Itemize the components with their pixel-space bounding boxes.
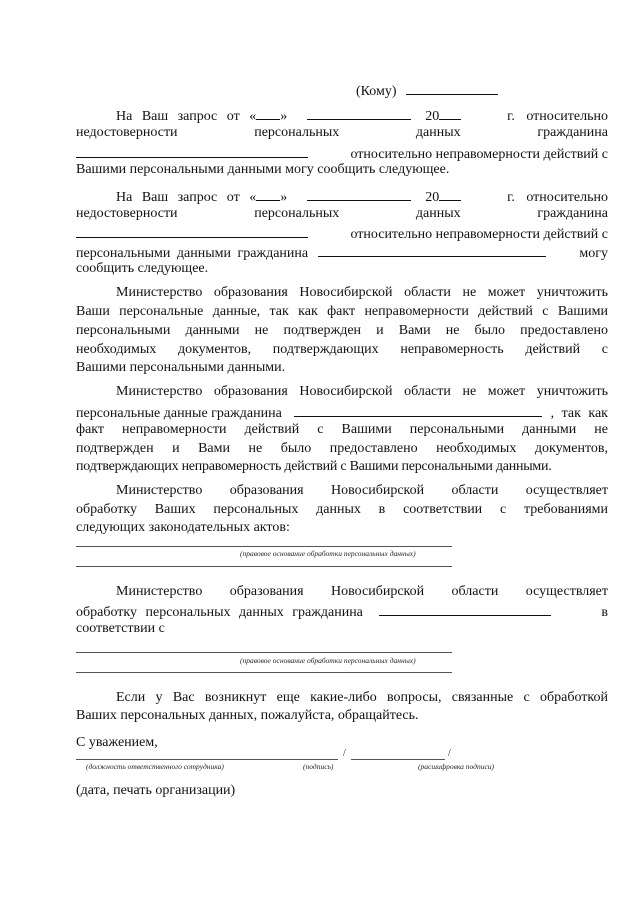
para4-line3: факт неправомерности действий с Вашими персональными данными не [76,422,608,437]
para3-line2: Ваши персональные данные, так как факт неправомерности действий с Вашими [76,304,608,319]
para3-line5: Вашими персональными данными. [76,360,286,375]
recipient-label: (Кому) [356,84,397,99]
para2-month-blank[interactable] [307,185,411,201]
recipient-blank[interactable] [406,79,498,95]
signature-separator-1: / [343,748,346,759]
para1-month-blank[interactable] [307,104,411,120]
date-stamp-note: (дата, печать организации) [76,783,236,798]
signature-separator-2: / [448,748,451,759]
para2-regarding: г. относительно [507,190,608,205]
para7-line2: Ваших персональных данных, пожалуйста, обращайтесь. [76,708,419,723]
para4-citizen-data: персональные данные гражданина [76,406,282,421]
para6-citizen-blank[interactable] [379,600,551,616]
para4-line1: Министерство образования Новосибирской области не может уничтожить [116,384,608,399]
para6-basis-line-2[interactable] [76,672,452,673]
caption-signature: (подпись) [303,762,334,771]
para2-citizen-name-blank[interactable] [318,241,546,257]
para1-citizen-blank[interactable] [76,142,308,158]
para2-line2: недостоверности персональных данных гражданина [76,206,608,221]
para6-citizen-data: обработку персональных данных гражданина [76,605,363,620]
para2-quote-close: » [280,190,288,205]
para2-request-prefix: На Ваш запрос от « [116,190,257,205]
para5-line1: Министерство образования Новосибирской области осуществляет [116,483,608,498]
para1-year-blank[interactable] [439,104,461,120]
para1-line2: недостоверности персональных данных гражданина [76,125,608,140]
caption-position: (должность ответственного сотрудника) [86,762,224,771]
para5-basis-caption: (правовое основание обработки персональных данных) [240,549,416,558]
para4-citizen-blank[interactable] [294,401,542,417]
para3-line4: необходимых документов, подтверждающих неправомерность действий с [76,342,608,357]
para5-basis-line-2[interactable] [76,566,452,567]
para6-in: в [601,605,608,620]
para1-request-prefix: На Ваш запрос от « [116,109,257,124]
para5-line2: обработку Ваших персональных данных в соответствии с требованиями [76,502,608,517]
para4-because: , так как [550,406,608,421]
para1-line3-text: относительно неправомерности действий с [350,147,608,162]
para2-can: могу [579,246,608,261]
para6-basis-caption: (правовое основание обработки персональных данных) [240,656,416,665]
closing-regards: С уважением, [76,735,158,750]
para2-day-blank[interactable] [256,185,280,201]
para6-line3: соответствии с [76,621,165,636]
recipient-line [356,79,498,101]
para1-year-prefix: 20 [425,109,440,124]
para3-line3: персональными данными не подтвержден и Вами не было предоставлено [76,323,608,338]
para7-line1: Если у Вас возникнут еще какие-либо вопросы, связанные с обработкой [116,690,608,705]
para1-regarding: г. относительно [507,109,608,124]
para2-year-prefix: 20 [425,190,440,205]
para4-line4: подтвержден и Вами не было предоставлено необходимых документов, [76,441,608,456]
para6-line1: Министерство образования Новосибирской области осуществляет [116,584,608,599]
para2-line3-text: относительно неправомерности действий с [350,227,608,242]
para1-day-blank[interactable] [256,104,280,120]
para2-citizen-blank[interactable] [76,222,308,238]
para1-quote-close: » [280,109,288,124]
para2-year-blank[interactable] [439,185,461,201]
para5-line3: следующих законодательных актов: [76,520,290,535]
para3-line1: Министерство образования Новосибирской области не может уничтожить [116,285,608,300]
caption-decoding: (расшифровка подписи) [418,762,495,771]
signature-decoding-line[interactable] [351,759,445,760]
para1-line4: Вашими персональными данными могу сообщить следующее. [76,162,450,177]
para2-line5: сообщить следующее. [76,261,209,276]
signature-position-line[interactable] [76,759,338,760]
para5-basis-line-1[interactable] [76,546,452,547]
para2-citizen-data: персональными данными гражданина [76,246,309,261]
para4-line5: подтверждающих неправомерность действий с Вашими персональными данными. [76,459,552,474]
para6-basis-line-1[interactable] [76,652,452,653]
